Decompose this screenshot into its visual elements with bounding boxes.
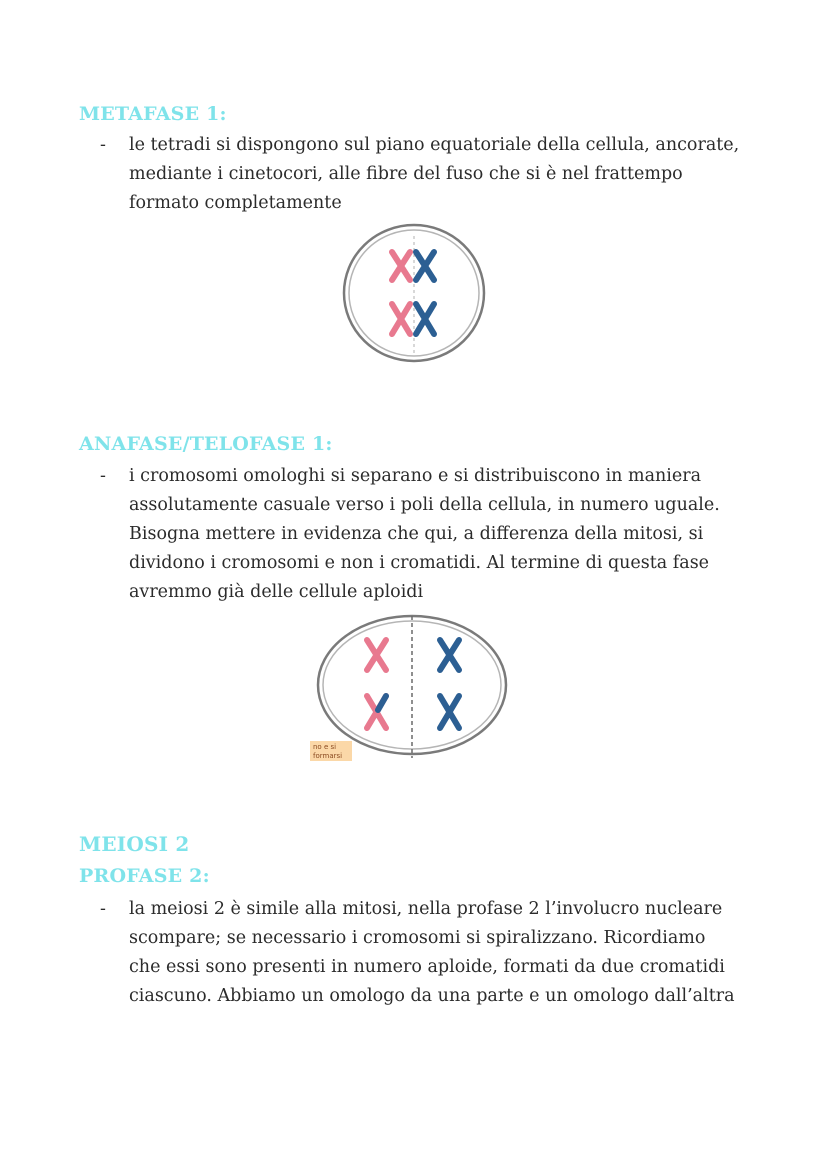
bullet-anafase-1 [100, 462, 780, 607]
chromosome-pink [392, 252, 410, 280]
tetrad-bottom [392, 304, 434, 334]
bullet-text: le tetradi si dispongono sul piano equatoriale della cellula, ancorate, mediante i cinetocori, alle fibre del fuso che si è nel frattempo formato completamente [129, 135, 740, 213]
tetrad-top [392, 252, 434, 280]
bullet-text: la meiosi 2 è simile alla mitosi, nella profase 2 l’involucro nucleare scompare; se necessario i cromosomi si spiralizzano. Ricordiamo che essi sono presenti in numero aploide, formati da due cromatidi ciascuno. Abbiamo un omologo da una parte e un omologo dall’altra [129, 899, 735, 1006]
chromosome-blue [416, 304, 434, 334]
bullet-profase-2 [100, 895, 780, 1011]
heading-profase-2: PROFASE 2: [79, 865, 210, 887]
bullet-metafase-1 [100, 131, 780, 218]
metaphase-cell-diagram [340, 222, 488, 364]
chromosomes-right-pole [440, 640, 459, 728]
heading-meiosi-2: MEIOSI 2 [79, 832, 190, 856]
heading-metafase-1: METAFASE 1: [79, 103, 227, 125]
bullet-dash: - [100, 135, 106, 155]
bullet-dash: - [100, 899, 106, 919]
anaphase-cell-diagram [314, 612, 514, 762]
chromosome-pink [367, 640, 386, 670]
cropped-note: no e si formarsi [310, 741, 352, 761]
bullet-dash: - [100, 466, 106, 486]
chromosome-pink [392, 304, 410, 334]
chromosomes-left-pole [367, 640, 386, 728]
cell-outer-membrane [318, 616, 506, 754]
heading-anafase-telofase-1: ANAFASE/TELOFASE 1: [79, 433, 333, 455]
chromosome-blue [416, 252, 434, 280]
bullet-text: i cromosomi omologhi si separano e si distribuiscono in maniera assolutamente casuale verso i poli della cellula, in numero uguale. Bisogna mettere in evidenza che qui, a differenza della mitosi, si dividono i cromosomi e non i cromatidi. Al termine di questa fase avremmo già delle cellule aploidi [129, 466, 720, 602]
chromosome-blue [440, 640, 459, 670]
chromosome-blue [440, 696, 459, 728]
